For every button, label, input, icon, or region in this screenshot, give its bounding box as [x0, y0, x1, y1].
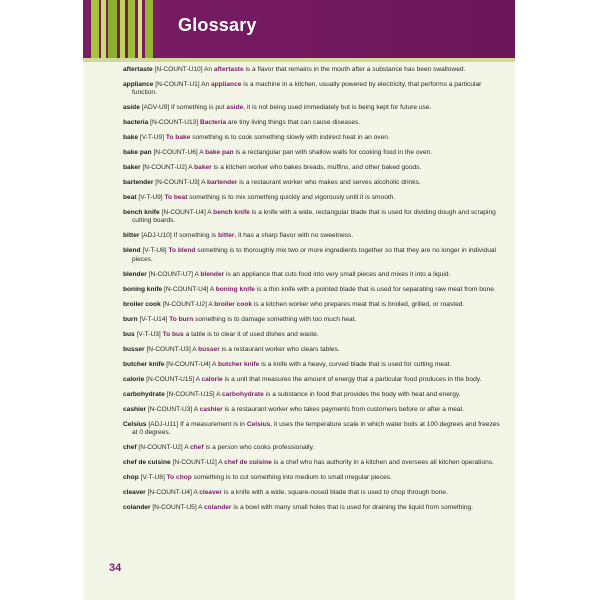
entry-headword: To bus: [162, 330, 184, 338]
entry-definition: are tiny living things that can cause diseases.: [227, 119, 361, 127]
entry-lead: A: [199, 149, 204, 157]
entry-headword: To beat: [164, 194, 188, 202]
entry-headword: boning knife: [215, 285, 255, 293]
entry-tag: [N-COUNT-U2]: [162, 300, 207, 308]
entry-tag: [N-COUNT-U3]: [147, 405, 193, 413]
entry-tag: [N-COUNT-U2]: [138, 443, 183, 451]
entry-definition: is a restaurant worker who makes and serves alcoholic drinks.: [239, 179, 421, 187]
entry-headword: busser: [198, 345, 220, 353]
glossary-entry: [123, 209, 503, 225]
entry-tag: [N-COUNT-U6]: [153, 149, 198, 157]
entry-term: chef de cuisine: [123, 458, 171, 466]
glossary-entry: [123, 301, 503, 309]
entry-headword: bench knife: [213, 209, 250, 217]
entry-tag: [V-T-U9]: [139, 134, 165, 142]
entry-lead: A: [193, 488, 198, 496]
entry-term: chop: [123, 473, 139, 481]
glossary-entry: [123, 421, 503, 437]
entry-definition: is a kitchen worker who bakes breads, muffins, and other baked goods.: [213, 164, 422, 172]
stripe: [138, 0, 142, 58]
entry-term: burn: [123, 315, 138, 323]
entry-definition: is a chef who has authority in a kitchen and oversees all kitchen operations.: [273, 458, 494, 466]
entry-headword: bitter: [217, 232, 235, 240]
entry-tag: [ADJ-U11]: [148, 420, 179, 428]
entry-tag: [V-T-U8]: [142, 247, 167, 255]
entry-lead: A: [198, 503, 203, 511]
entry-headword: Bacteria: [199, 119, 227, 127]
entry-definition: is a knife with a wide, square-nosed blade that is used to chop through bone.: [223, 488, 448, 496]
glossary-list: [123, 66, 503, 519]
entry-definition: something is to thoroughly mix two or more ingredients together so that they are no longer in individual pieces.: [132, 247, 497, 263]
entry-term: colander: [123, 503, 151, 511]
entry-headword: calorie: [201, 375, 223, 383]
entry-headword: blender: [200, 270, 225, 278]
entry-lead: A: [201, 179, 206, 187]
entry-tag: [ADJ-U10]: [141, 232, 172, 240]
glossary-entry: [123, 232, 503, 240]
page-number: 34: [109, 562, 122, 574]
entry-tag: [N-COUNT-U3]: [146, 345, 191, 353]
entry-lead: A: [194, 270, 199, 278]
header-banner: [83, 0, 515, 58]
glossary-entry: [123, 406, 503, 414]
entry-lead: A: [193, 405, 198, 413]
entry-tag: [N-COUNT-U15]: [166, 390, 215, 398]
entry-headword: baker: [194, 164, 212, 172]
entry-headword: bartender: [206, 179, 238, 187]
entry-headword: cashier: [199, 405, 223, 413]
entry-term: baker: [123, 164, 141, 172]
glossary-entry: [123, 316, 503, 324]
glossary-entry: [123, 104, 503, 112]
entry-tag: [N-COUNT-U4]: [161, 209, 206, 217]
entry-lead: If a measurement is in: [180, 420, 245, 428]
entry-term: calorie: [123, 375, 145, 383]
entry-term: carbohydrate: [123, 390, 165, 398]
entry-headword: To bake: [165, 134, 191, 142]
entry-definition: is a thin knife with a pointed blade that is used for separating raw meat from bone.: [256, 285, 496, 293]
entry-definition: is a substance in food that provides the body with heat and energy.: [265, 390, 461, 398]
entry-definition: is a person who cooks professionally.: [205, 443, 315, 451]
entry-lead: A: [184, 443, 189, 451]
entry-definition: is a rectangular pan with shallow walls for cooking food in the oven.: [235, 149, 433, 157]
glossary-entry: [123, 81, 503, 97]
entry-lead: A: [188, 164, 193, 172]
entry-tag: [N-COUNT-U5]: [152, 503, 197, 511]
page-title: Glossary: [178, 15, 257, 35]
entry-tag: [N-COUNT-U4]: [164, 285, 209, 293]
entry-lead: If something is: [173, 232, 217, 240]
glossary-entry: [123, 346, 503, 354]
entry-headword: chef de cuisine: [224, 458, 272, 466]
entry-headword: To chop: [166, 473, 192, 481]
entry-tag: [V-T-U9]: [138, 194, 163, 202]
entry-headword: broiler cook: [214, 300, 253, 308]
entry-term: cleaver: [123, 488, 146, 496]
entry-headword: chef: [190, 443, 204, 451]
entry-tag: [N-COUNT-U4]: [147, 488, 192, 496]
header-underline: [83, 58, 515, 62]
stripe: [101, 0, 106, 58]
entry-headword: aftertaste: [213, 66, 244, 73]
glossary-entry: [123, 444, 503, 452]
entry-term: Celsius: [123, 420, 147, 428]
entry-definition: is a flavor that remains in the mouth after a substance has been swallowed.: [245, 66, 466, 73]
stripe: [145, 0, 153, 58]
glossary-entry: [123, 331, 503, 339]
entry-term: bitter: [123, 232, 140, 240]
entry-tag: [ADV-U9]: [141, 104, 170, 112]
entry-lead: A: [218, 458, 223, 466]
entry-lead: A: [209, 285, 214, 293]
entry-tag: [N-COUNT-U7]: [148, 270, 193, 278]
entry-tag: [V-T-U8]: [140, 473, 165, 481]
entry-term: chef: [123, 443, 137, 451]
entry-headword: To blend: [168, 247, 196, 255]
glossary-entry: [123, 391, 503, 399]
glossary-entry: [123, 286, 503, 294]
stripe: [120, 0, 125, 58]
entry-headword: appliance: [210, 81, 242, 88]
entry-term: butcher knife: [123, 360, 165, 368]
entry-term: broiler cook: [123, 300, 161, 308]
entry-lead: A: [212, 360, 217, 368]
glossary-entry: [123, 194, 503, 202]
entry-headword: colander: [204, 503, 232, 511]
entry-term: blender: [123, 270, 147, 278]
entry-headword: butcher knife: [217, 360, 260, 368]
decorative-stripes: [83, 0, 163, 58]
entry-definition: something is to cook something slowly with indirect heat in an oven.: [192, 134, 390, 142]
stripe: [128, 0, 135, 58]
entry-lead: A: [192, 345, 197, 353]
glossary-entry: [123, 504, 503, 512]
glossary-entry: [123, 119, 503, 127]
glossary-entry: [123, 66, 503, 74]
entry-term: bench knife: [123, 209, 160, 217]
entry-definition: is a bowl with many small holes that is used for draining the liquid from something.: [233, 503, 474, 511]
entry-definition: is a restaurant worker who clears tables.: [221, 345, 340, 353]
entry-lead: A: [207, 209, 212, 217]
entry-lead: If something is put: [171, 104, 225, 112]
entry-tag: [V-T-U3]: [136, 330, 161, 338]
entry-term: bus: [123, 330, 135, 338]
entry-term: appliance: [123, 81, 154, 88]
entry-term: boning knife: [123, 285, 163, 293]
stripe: [91, 0, 99, 58]
entry-headword: carbohydrate: [221, 390, 264, 398]
entry-headword: aside: [226, 104, 244, 112]
entry-definition: , it has a sharp flavor with no sweetness.: [234, 232, 354, 240]
entry-term: busser: [123, 345, 145, 353]
glossary-entry: [123, 376, 503, 384]
entry-tag: [N-COUNT-U10]: [154, 66, 203, 73]
entry-lead: A: [208, 300, 213, 308]
entry-definition: something is to damage something with too much heat.: [195, 315, 357, 323]
entry-term: bacteria: [123, 119, 149, 127]
entry-term: cashier: [123, 405, 147, 413]
glossary-entry: [123, 474, 503, 482]
entry-term: aside: [123, 104, 140, 112]
glossary-entry: [123, 459, 503, 467]
entry-lead: A: [195, 375, 200, 383]
entry-lead: An: [201, 81, 210, 88]
entry-definition: is a knife with a heavy, curved blade that is used for cutting meat.: [261, 360, 452, 368]
glossary-entry: [123, 489, 503, 497]
entry-term: bartender: [123, 179, 154, 187]
entry-lead: An: [204, 66, 213, 73]
entry-tag: [N-COUNT-U2]: [172, 458, 217, 466]
entry-headword: To burn: [169, 315, 194, 323]
glossary-entry: [123, 361, 503, 369]
entry-definition: is a kitchen worker who prepares meat that is broiled, grilled, or roasted.: [253, 300, 465, 308]
glossary-entry: [123, 164, 503, 172]
entry-term: bake pan: [123, 149, 152, 157]
entry-definition: , it is not being used immediately but is being kept for future use.: [243, 104, 432, 112]
entry-definition: something is to mix something quickly and vigorously until it is smooth.: [189, 194, 396, 202]
entry-tag: [N-COUNT-U13]: [150, 119, 199, 127]
glossary-entry: [123, 149, 503, 157]
entry-definition: is a unit that measures the amount of energy that a particular food produces in the body.: [224, 375, 482, 383]
entry-definition: is a restaurant worker who takes payments from customers before or after a meal.: [224, 405, 464, 413]
glossary-entry: [123, 134, 503, 142]
entry-tag: [N-COUNT-U2]: [142, 164, 187, 172]
entry-definition: something is to cut something into medium to small irregular pieces.: [193, 473, 392, 481]
entry-term: beat: [123, 194, 137, 202]
entry-headword: bake pan: [205, 149, 234, 157]
entry-headword: Celsius: [246, 420, 271, 428]
glossary-entry: [123, 247, 503, 263]
entry-definition: is a machine in a kitchen, usually powered by electricity, that performs a particular function.: [132, 81, 482, 97]
entry-term: aftertaste: [123, 66, 153, 73]
entry-tag: [V-T-U14]: [139, 315, 168, 323]
entry-definition: , it uses the temperature scale in which water boils at 100 degrees and freezes at 0 degrees.: [132, 420, 500, 436]
entry-definition: is a knife with a wide, rectangular blade that is used for dividing dough and scraping cutting boards.: [132, 209, 496, 225]
glossary-page: [83, 0, 515, 600]
entry-tag: [N-COUNT-U1]: [155, 81, 200, 88]
entry-term: bake: [123, 134, 139, 142]
entry-headword: cleaver: [199, 488, 222, 496]
entry-tag: [N-COUNT-U4]: [166, 360, 211, 368]
entry-definition: is an appliance that cuts food into very small pieces and mixes it into a liquid.: [226, 270, 451, 278]
glossary-entry: [123, 271, 503, 279]
entry-tag: [N-COUNT-U3]: [155, 179, 200, 187]
entry-term: blend: [123, 247, 141, 255]
entry-definition: a table is to clear it of used dishes and waste.: [185, 330, 319, 338]
glossary-entry: [123, 179, 503, 187]
entry-tag: [N-COUNT-U15]: [146, 375, 195, 383]
entry-lead: A: [216, 390, 221, 398]
stripe: [108, 0, 117, 58]
